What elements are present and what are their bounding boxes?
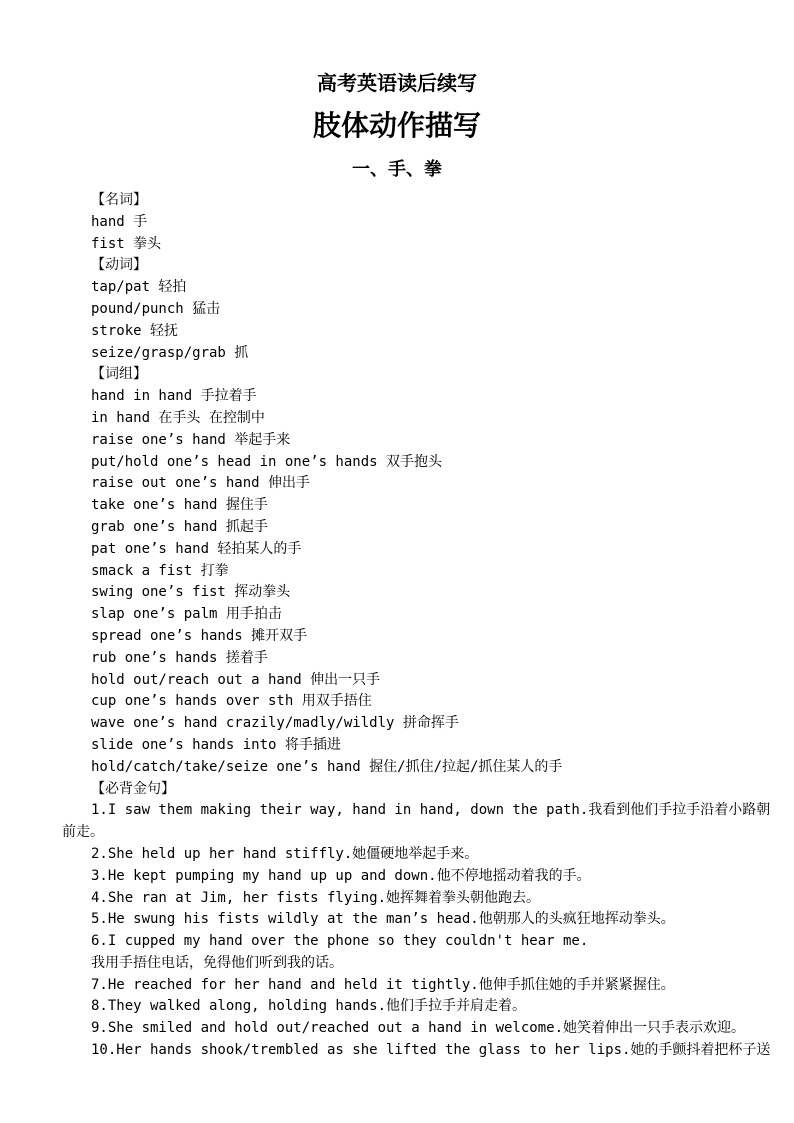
phrase-item: take one’s hand 握住手 (91, 497, 268, 514)
phrase-item: hold out/reach out a hand 伸出一只手 (91, 671, 381, 688)
sentence-1-line-1: 1.I saw them making their way, hand in hand, down the path.我看到他们手拉手沿着小路朝 (91, 802, 771, 819)
sentence-2: 2.She held up her hand stiffly.她僵硬地举起手来。 (91, 845, 479, 862)
verb-item: stroke 轻抚 (91, 322, 179, 339)
sentence-6-line-2: 我用手捂住电话，免得他们听到我的话。 (91, 954, 343, 971)
phrase-item: raise one’s hand 举起手来 (91, 431, 291, 448)
phrase-item: spread one’s hands 摊开双手 (91, 627, 308, 644)
nouns-heading: 【名词】 (91, 192, 147, 208)
phrase-item: cup one’s hands over sth 用双手捂住 (91, 693, 372, 710)
verbs-heading: 【动词】 (91, 257, 147, 274)
sentence-6-line-1: 6.I cupped my hand over the phone so they couldn't hear me. (91, 933, 589, 950)
document-body (62, 190, 771, 1062)
phrase-item: grab one’s hand 抓起手 (91, 518, 268, 535)
phrase-item: hand in hand 手拉着手 (91, 388, 257, 405)
verb-item: seize/grasp/grab 抓 (91, 344, 249, 361)
phrase-item: in hand 在手头 在控制中 (91, 409, 265, 426)
sentence-7: 7.He reached for her hand and held it tightly.他伸手抓住她的手并紧紧握住。 (91, 976, 675, 993)
sentence-9: 9.She smiled and hold out/reached out a hand in welcome.她笑着伸出一只手表示欢迎。 (91, 1020, 746, 1037)
phrase-item: hold/catch/take/seize one’s hand 握住/抓住/拉起/抓住某人的手 (91, 758, 563, 775)
sentence-1-line-2: 前走。 (62, 824, 104, 841)
phrases-heading: 【词组】 (91, 366, 147, 383)
phrase-item: slap one’s palm 用手拍击 (91, 606, 282, 623)
sentence-8: 8.They walked along, holding hands.他们手拉手并肩走着。 (91, 998, 527, 1015)
verb-item: pound/punch 猛击 (91, 300, 221, 317)
sentence-4: 4.She ran at Jim, her fists flying.她挥舞着拳头朝他跑去。 (91, 889, 541, 906)
sentence-10: 10.Her hands shook/trembled as she lifted the glass to her lips.她的手颤抖着把杯子送 (91, 1042, 771, 1059)
phrase-item: rub one’s hands 搓着手 (91, 649, 268, 666)
sentence-3: 3.He kept pumping my hand up up and down.他不停地摇动着我的手。 (91, 867, 591, 884)
phrase-item: raise out one’s hand 伸出手 (91, 475, 311, 492)
phrase-item: smack a fist 打拳 (91, 562, 229, 579)
document-top-title: 高考英语读后续写 (317, 71, 477, 95)
verb-item: tap/pat 轻拍 (91, 279, 187, 296)
section-title: 一、手、拳 (352, 159, 442, 180)
sentences-heading: 【必背金句】 (91, 780, 175, 797)
phrase-item: put/hold one’s head in one’s hands 双手抱头 (91, 453, 443, 470)
phrase-item: swing one’s fist 挥动拳头 (91, 584, 291, 601)
phrase-item: pat one’s hand 轻拍某人的手 (91, 540, 302, 557)
noun-item: fist 拳头 (91, 235, 162, 252)
sentence-5: 5.He swung his fists wildly at the man’s head.他朝那人的头疯狂地挥动拳头。 (91, 911, 675, 928)
phrase-item: slide one’s hands into 将手插进 (91, 736, 341, 753)
noun-item: hand 手 (91, 213, 148, 230)
phrase-item: wave one’s hand crazily/madly/wildly 拼命挥手 (91, 715, 459, 732)
document-main-title: 肢体动作描写 (312, 109, 481, 142)
